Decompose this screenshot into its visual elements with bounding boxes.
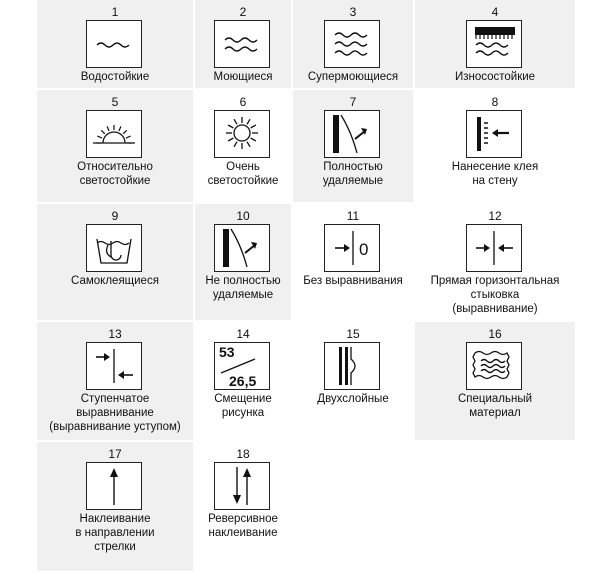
symbol-number: 3: [349, 5, 357, 19]
repeat-bottom-text: 26,5: [229, 373, 257, 389]
symbol-number: 16: [488, 327, 502, 341]
symbol-cell-5: [37, 90, 193, 202]
symbol-cell-17: [37, 442, 193, 571]
paste-wall-icon: [466, 110, 522, 158]
brush-wave-icon: [466, 20, 522, 68]
symbol-number: 6: [239, 95, 247, 109]
symbol-cell-15: [293, 322, 413, 440]
pattern-repeat-icon: [214, 342, 270, 390]
symbol-number: 18: [236, 447, 250, 461]
symbol-label: Наклеивание в направлении стрелки: [75, 513, 155, 553]
symbol-number: 5: [111, 95, 119, 109]
symbol-label: Относительно светостойкие: [77, 161, 153, 187]
symbol-cell-18: [195, 442, 291, 571]
offset-match-icon: [86, 342, 142, 390]
symbol-cell-16: [415, 322, 575, 440]
symbol-cell-14: [195, 322, 291, 440]
full-sun-icon: [214, 110, 270, 158]
symbol-number: 1: [111, 5, 119, 19]
symbol-label: Смещение рисунка: [214, 393, 272, 419]
special-material-icon: [466, 342, 522, 390]
symbol-number: 15: [346, 327, 360, 341]
symbol-number: 9: [111, 209, 119, 223]
symbol-label: Моющиеся: [213, 71, 273, 83]
symbol-cell-1: [37, 0, 193, 88]
symbol-label: Полностью удаляемые: [322, 161, 384, 187]
zero-glyph: 0: [359, 240, 369, 259]
symbol-label: Самоклеящиеся: [71, 275, 159, 287]
symbol-number: 4: [491, 5, 499, 19]
symbol-number: 7: [349, 95, 357, 109]
symbol-number: 12: [488, 209, 502, 223]
symbol-cell-10: [195, 204, 291, 320]
symbol-cell-4: [415, 0, 575, 88]
symbol-label: Ступенчатое выравнивание (выравнивание уступом): [49, 393, 181, 433]
symbol-label: Водостойкие: [80, 71, 150, 83]
symbol-label: Износостойкие: [454, 71, 536, 83]
triple-wave-icon: [324, 20, 380, 68]
reverse-hanging-icon: [214, 462, 270, 510]
symbol-cell-12: [415, 204, 575, 320]
symbol-label: Двухслойные: [317, 393, 389, 405]
symbol-number: 10: [236, 209, 250, 223]
half-sun-icon: [86, 110, 142, 158]
symbol-number: 8: [491, 95, 499, 109]
peel-off-icon: [324, 110, 380, 158]
free-match-icon: [324, 224, 380, 272]
symbol-label: Специальный материал: [457, 393, 533, 419]
symbol-cell-13: [37, 322, 193, 440]
symbol-label: Реверсивное наклеивание: [208, 513, 278, 539]
symbol-cell-8: [415, 90, 575, 202]
direction-arrow-icon: [86, 462, 142, 510]
symbol-label: Очень светостойкие: [207, 161, 279, 187]
double-wave-icon: [214, 20, 270, 68]
symbol-number: 2: [239, 5, 247, 19]
single-wave-icon: [86, 20, 142, 68]
duplex-icon: [324, 342, 380, 390]
symbol-number: 14: [236, 327, 250, 341]
symbol-grid: [37, 0, 575, 571]
symbol-number: 17: [108, 447, 122, 461]
symbol-cell-9: [37, 204, 193, 320]
symbol-cell-7: [293, 90, 413, 202]
water-bath-icon: [86, 224, 142, 272]
symbol-cell-6: [195, 90, 291, 202]
symbol-label: Нанесение клея на стену: [451, 161, 539, 187]
repeat-top-text: 53: [219, 344, 235, 360]
straight-match-icon: [466, 224, 522, 272]
symbol-label: Без выравнивания: [303, 275, 403, 287]
symbol-number: 13: [108, 327, 122, 341]
partial-peel-icon: [214, 224, 270, 272]
symbol-cell-11: [293, 204, 413, 320]
symbol-label: Супермоющиеся: [307, 71, 399, 83]
symbol-label: Не полностью удаляемые: [205, 275, 281, 301]
symbol-cell-3: [293, 0, 413, 88]
symbol-number: 11: [346, 209, 360, 223]
symbol-cell-2: [195, 0, 291, 88]
symbol-label: Прямая горизонтальная стыковка (выравнивание): [430, 275, 560, 315]
